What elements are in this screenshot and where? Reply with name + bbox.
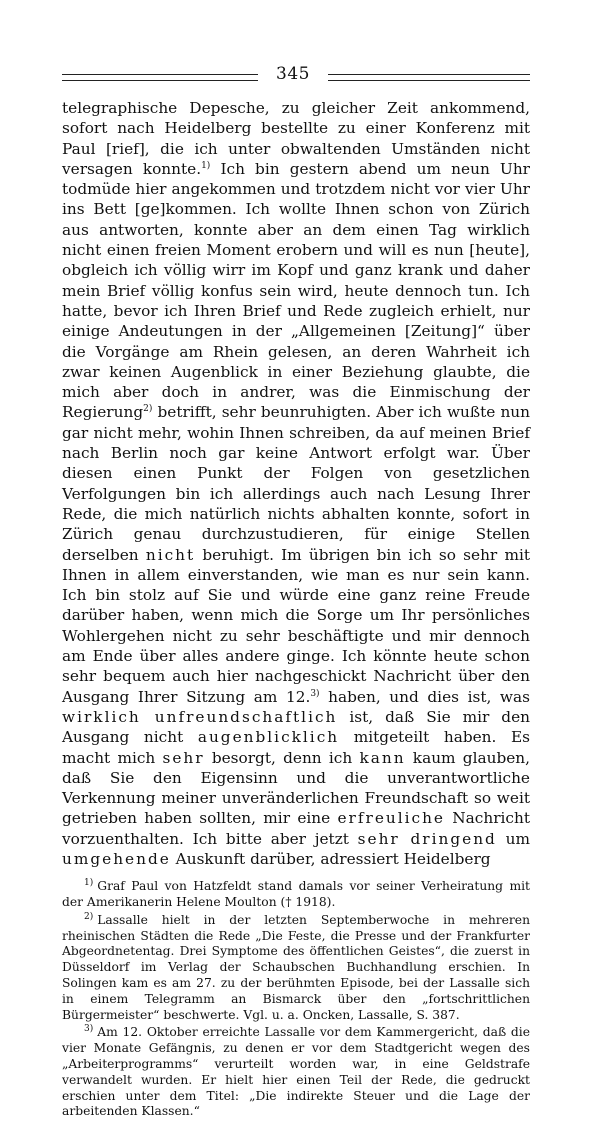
footnote-text: Graf Paul von Hatzfeldt stand damals vor seiner Verheiratung mit der Amerikanerin Helene Moulton († 1918). (62, 879, 530, 910)
body-text-segment: Auskunft darüber, adressiert Heidelberg (170, 849, 491, 868)
footnote-3 (62, 1025, 530, 1120)
emphasis-text: kann (359, 748, 406, 767)
body-text-segment: mitgeteilt haben. Es macht mich (62, 728, 531, 767)
body-text-segment: um (496, 829, 530, 848)
footnote-mark: 1) (84, 878, 94, 889)
emphasis-text: sehr (162, 748, 205, 767)
emphasis-text: nicht (145, 545, 196, 564)
body-text-segment: telegraphische Depesche, zu gleicher Zeit ankommend, sofort nach Heidelberg bestellte zu einer Konferenz mit Paul [rief], die ich unter obwaltenden Umständen nicht versagen konnte. (62, 99, 530, 178)
footnotes (62, 879, 530, 1120)
body-text-segment: Ich bin gestern abend um neun Uhr todmüde hier angekommen und trotzdem nicht vor vier Uhr ins Bett [ge]kommen. Ich wollte Ihnen schon von Zürich aus antworten, konnte aber an dem einen Tag wirklich nicht einen freien Moment erobern und will es nun [heute], obgleich ich völlig wirr im Kopf und ganz krank und daher mein Brief völlig konfus sein wird, heute dennoch tun. Ich hatte, bevor ich Ihren Brief und Rede zugleich erhielt, nur einige Andeutungen in der „Allgemeinen [Zeitung]“ über die Vorgänge am Rhein gelesen, an deren Wahrheit ich zwar keinen Augenblick in einer Beziehung glaubte, die mich aber doch in andrer, was die Einmischung der Regierung (62, 159, 530, 422)
body-text-segment: Nachricht vorzuenthalten. Ich bitte aber jetzt (62, 809, 530, 848)
body-text-segment: haben, und dies ist, was (319, 687, 530, 706)
footnote-mark: 3) (84, 1024, 94, 1035)
footnote-text: Am 12. Oktober erreichte Lassalle vor dem Kammergericht, daß die vier Monate Gefängnis, zu denen er vor dem Stadtgericht wegen des „Arbeiterprogramms“ verurteilt worden war, in eine Geldstrafe verwandelt wurden. Er hielt hier einen Teil der Rede, die gedruckt erschien unter dem Titel: „Die indirekte Steuer und die Lage der arbeitenden Klassen.“ (62, 1025, 530, 1119)
body-text-segment: betrifft, sehr beunruhigten. Aber ich wußte nun gar nicht mehr, wohin Ihnen schreiben, da auf meinen Brief nach Berlin noch gar keine Antwort erfolgt war. Über diesen einen Punkt der Folgen von gesetzlichen Verfolgungen bin ich allerdings auch nach Lesung Ihrer Rede, die mich natürlich nichts abhalten konnte, sofort in Zürich genau durchzustudieren, für einige Stellen derselben (62, 403, 530, 564)
emphasis-text: sehr dringend (357, 829, 497, 848)
body-text-segment: kaum glauben, daß Sie den Eigensinn und die unverantwortliche Verkennung meiner unveränderlichen Freundschaft so weit getrieben haben sollten, mir eine (62, 748, 531, 828)
body-text-segment: besorgt, denn ich (204, 748, 360, 767)
footnote-ref-1: 1) (201, 160, 211, 171)
letter-body (62, 98, 530, 869)
body-text-segment: beruhigt. Im übrigen bin ich so sehr mit Ihnen in allem einverstanden, wie man es nur sein kann. Ich bin stolz auf Sie und würde eine ganz reine Freude darüber haben, wenn mich die Sorge um Ihr persönliches Wohlergehen nicht zu sehr beschäftigte und mir dennoch am Ende über alles andere ginge. Ich könnte heute schon sehr bequem auch hier nachgeschickt Nachricht über den Ausgang Ihrer Sitzung am 12. (62, 545, 530, 706)
emphasis-text: augenblicklich (197, 728, 340, 747)
footnote-mark: 2) (84, 911, 94, 922)
emphasis-text: erfreuliche (337, 809, 445, 828)
footnote-1 (62, 879, 530, 911)
body-text-segment: ist, daß Sie mir den Ausgang nicht (62, 707, 531, 747)
page-header (62, 62, 530, 92)
footnote-ref-2: 2) (143, 404, 153, 415)
book-page (62, 62, 530, 1122)
header-rule-left (62, 74, 258, 81)
footnote-ref-3: 3) (310, 688, 320, 699)
footnote-2 (62, 913, 530, 1024)
page-number: 345 (276, 64, 310, 84)
emphasis-text: wirklich unfreundschaftlich (62, 707, 338, 726)
footnote-text: Lassalle hielt in der letzten Septemberwoche in mehreren rheinischen Städten die Rede „Die Feste, die Presse und der Frankfurter Abgeordnetentag. Drei Symptome des öffentlichen Geistes“, die zuerst in Düsseldorf im Verlag der Schaubschen Buchhandlung erschien. In Solingen kam es am 27. zu der berühmten Episode, bei der Lassalle sich in einem Telegramm an Bismarck über den „fortschrittlichen Bürgermeister“ beschwerte. Vgl. u. a. Oncken, Lassalle, S. 387. (62, 912, 530, 1022)
header-rule-right (328, 74, 530, 81)
emphasis-text: umgehende (62, 849, 171, 868)
